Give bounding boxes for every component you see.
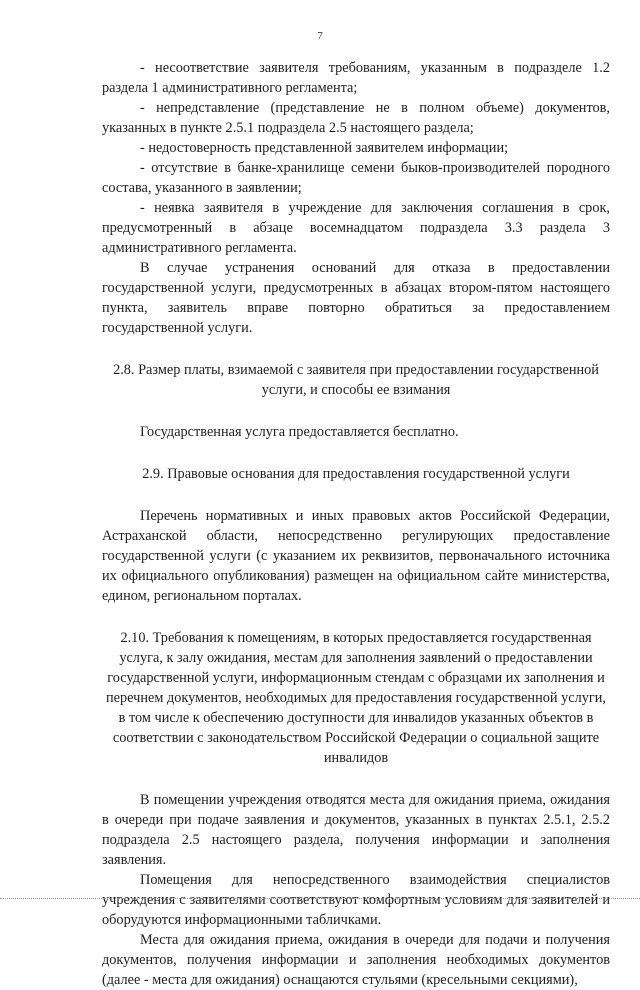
section-heading-2-10: 2.10. Требования к помещениям, в которых предоставляется государственная услуга, к залу ожидания, местам для заполнения заявлений о предоставлении государственной услуги, информационным стендам с образцами их заполнения и перечнем документов, необходимых для предоставления государственной услуги, в том числе к обеспечению доступности для инвалидов указанных объектов в соответствии с законодательством Российской Федерации о социальной защите инвалидов — [106, 630, 606, 766]
paragraph-refusal-ground-1: - несоответствие заявителя требованиям, указанным в подразделе 1.2 раздела 1 административного регламента; — [102, 60, 610, 96]
paragraph-refusal-ground-5: - неявка заявителя в учреждение для заключения соглашения в срок, предусмотренный в абзаце восемнадцатом подраздела 3.3 раздела 3 административного регламента. — [102, 200, 610, 256]
page-bottom-edge — [0, 898, 640, 899]
paragraph-premises-comfort: Помещения для непосредственного взаимодействия специалистов учреждения с заявителями соответствуют комфортным условиям для заявителей и оборудуются информационными табличками. — [102, 872, 610, 928]
spacer — [102, 484, 610, 506]
paragraph-refusal-ground-2: - непредставление (представление не в полном объеме) документов, указанных в пункте 2.5.1 подраздела 2.5 настоящего раздела; — [102, 100, 610, 136]
paragraph-legal-acts: Перечень нормативных и иных правовых актов Российской Федерации, Астраханской области, непосредственно регулирующих предоставление государственной услуги (с указанием их реквизитов, первоначального источника их официального опубликования) размещен на официальном сайте министерства, едином, региональном порталах. — [102, 508, 610, 604]
spacer — [102, 338, 610, 360]
spacer — [102, 768, 610, 790]
section-heading-2-8: 2.8. Размер платы, взимаемой с заявителя при предоставлении государственной услуги, и способы ее взимания — [113, 362, 599, 398]
document-body — [102, 58, 610, 990]
page-number: 7 — [317, 30, 323, 42]
paragraph-waiting-places: В помещении учреждения отводятся места для ожидания приема, ожидания в очереди при подаче заявления и документов, указанных в пунктах 2.5.1, 2.5.2 подраздела 2.5 настоящего раздела, получения информации и заполнения заявления. — [102, 792, 610, 868]
section-heading-2-9: 2.9. Правовые основания для предоставления государственной услуги — [142, 466, 570, 482]
paragraph-refusal-ground-4: - отсутствие в банке-хранилище семени быков-производителей породного состава, указанного в заявлении; — [102, 160, 610, 196]
spacer — [102, 442, 610, 464]
spacer — [102, 400, 610, 422]
paragraph-waiting-equipment: Места для ожидания приема, ожидания в очереди для подачи и получения документов, получения информации и заполнения необходимых документов (далее - места для ожидания) оснащаются стульями (кресельными секциями), — [102, 932, 610, 988]
paragraph-free-service: Государственная услуга предоставляется бесплатно. — [140, 424, 459, 440]
paragraph-refusal-ground-3: - недостоверность представленной заявителем информации; — [140, 140, 509, 156]
spacer — [102, 606, 610, 628]
paragraph-repeat-application: В случае устранения оснований для отказа в предоставлении государственной услуги, предусмотренных в абзацах втором-пятом настоящего пункта, заявитель вправе повторно обратиться за предоставлением государственной услуги. — [102, 260, 610, 336]
